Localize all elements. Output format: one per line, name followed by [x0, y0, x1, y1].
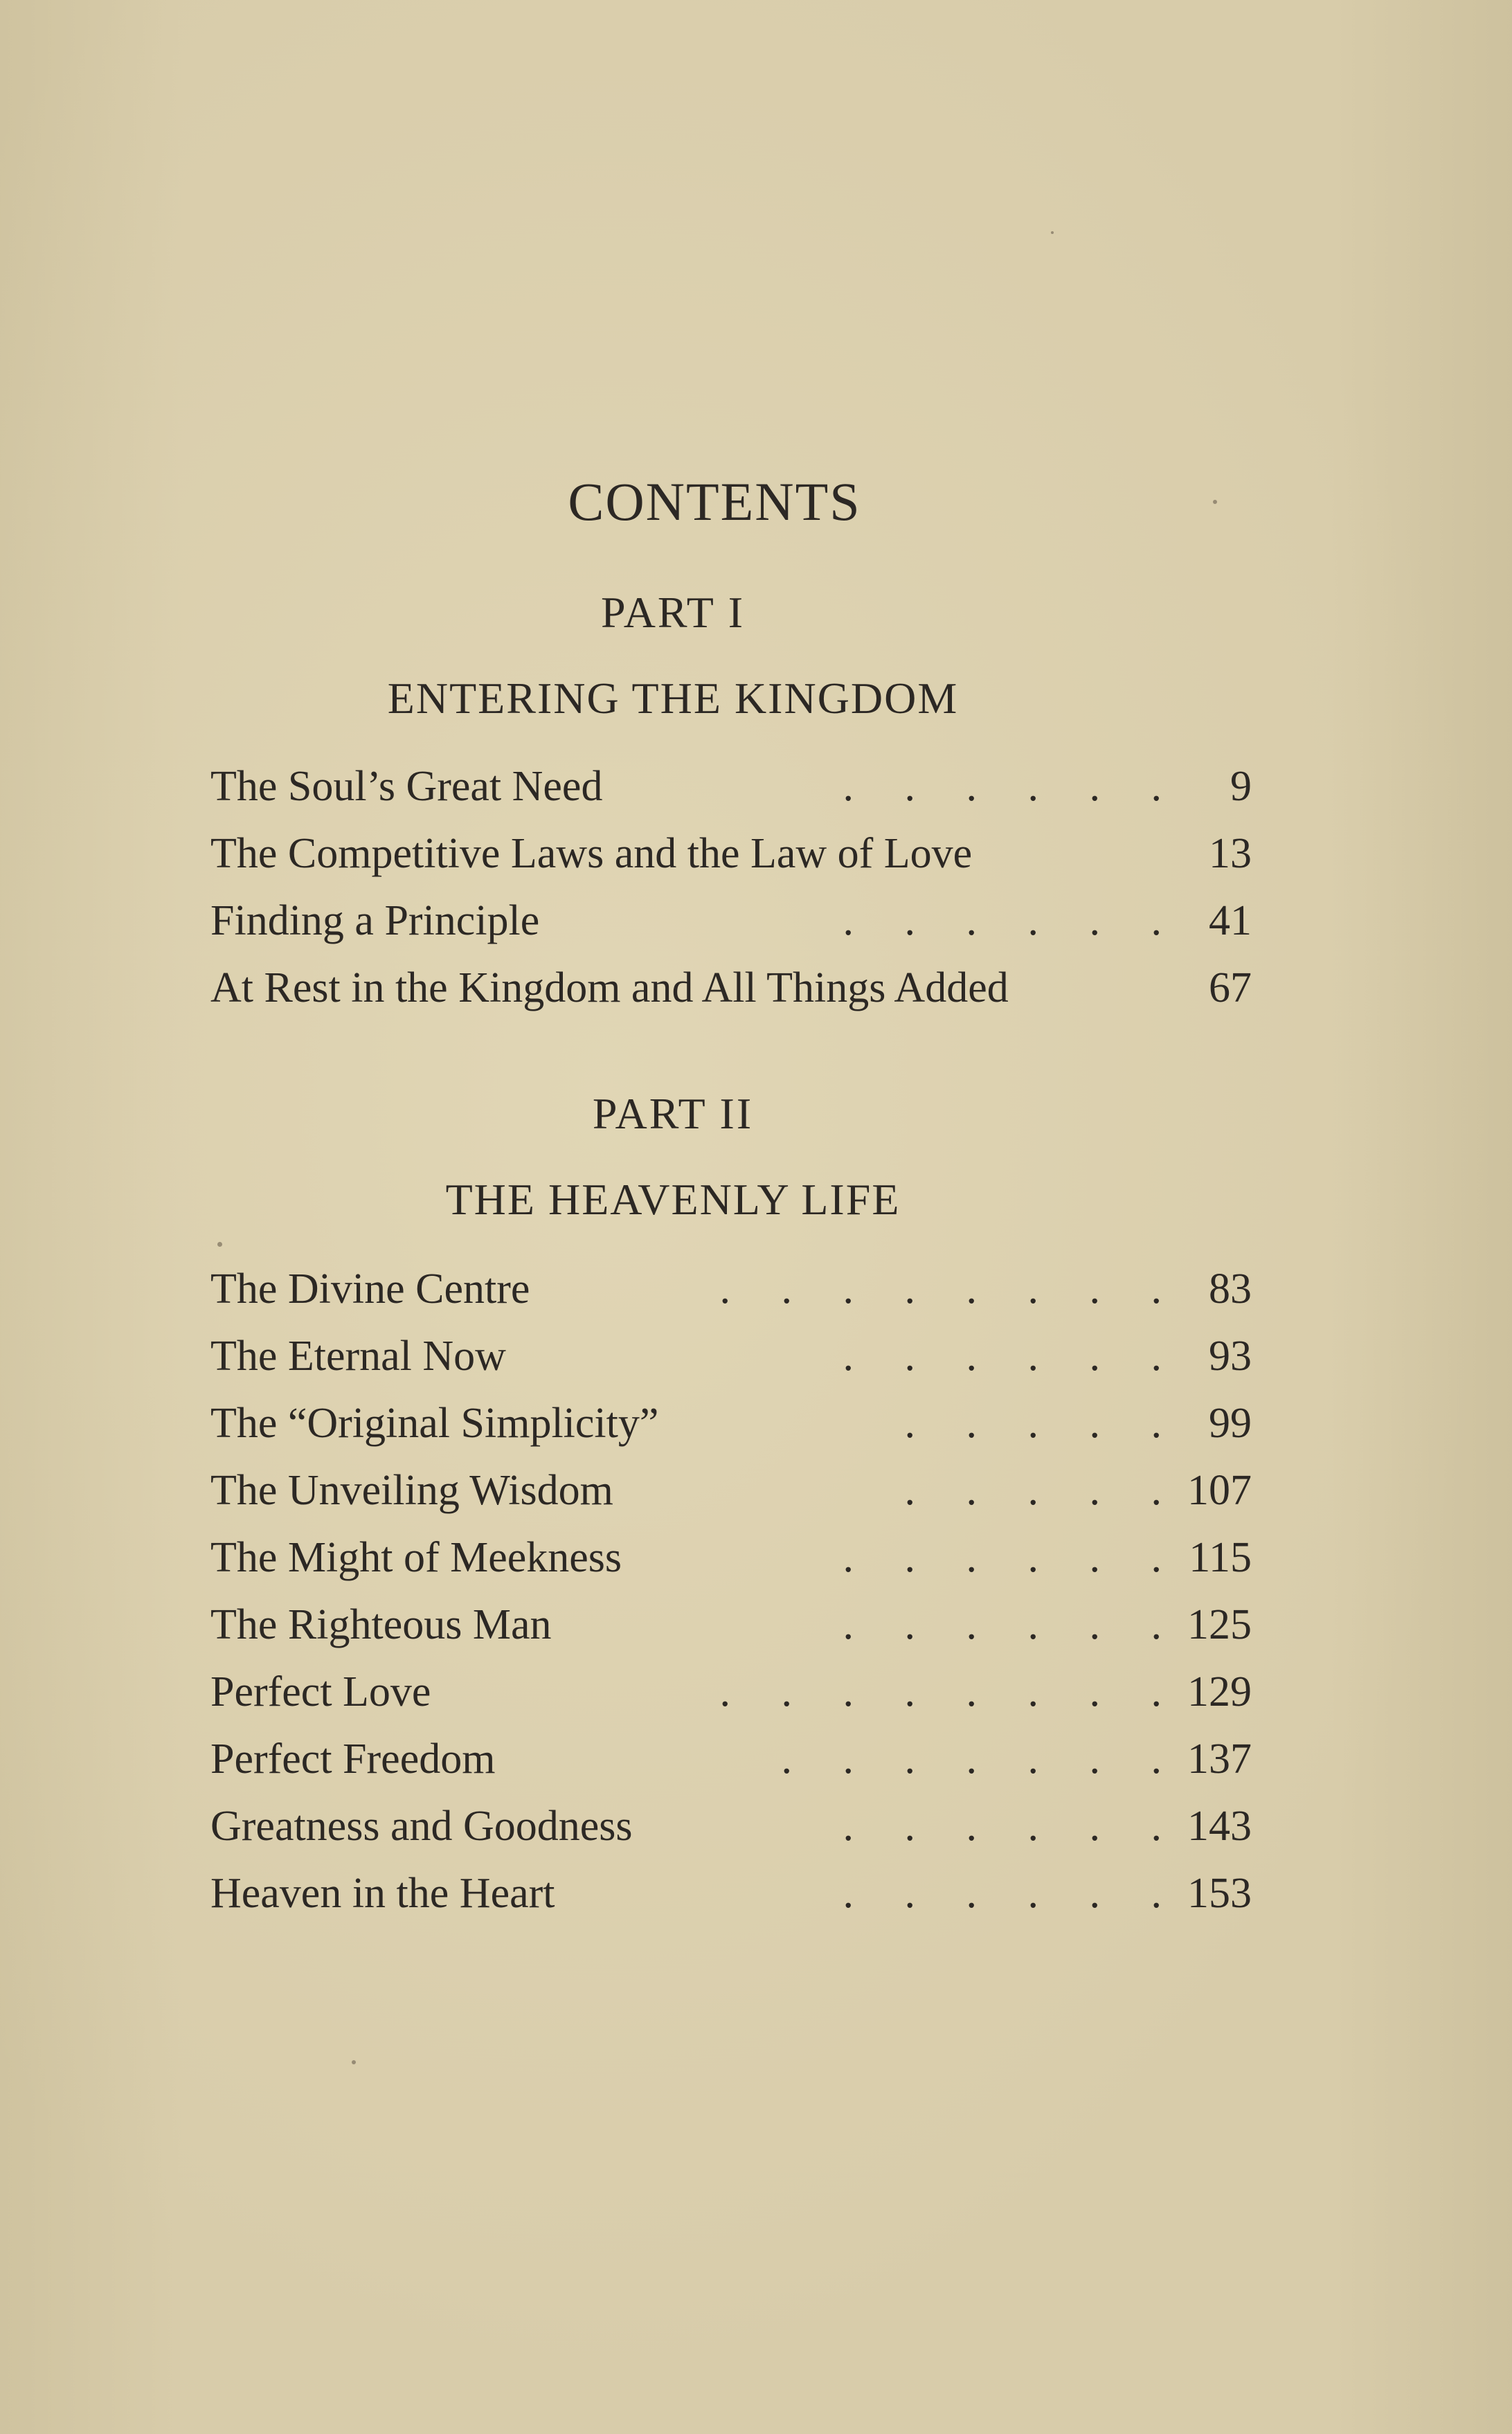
- toc-entry-page: 129: [1187, 1668, 1252, 1715]
- toc-entry-leader: . . . . .: [904, 1467, 1162, 1514]
- toc-entry[interactable]: [210, 1659, 1252, 1726]
- toc-entry-leader: . . . . . .: [843, 1870, 1162, 1917]
- toc-entry-leader: . . . . . .: [843, 1601, 1162, 1648]
- toc-entry-title: The Unveiling Wisdom: [210, 1467, 613, 1514]
- toc-entry-page: 125: [1187, 1601, 1252, 1648]
- toc-entry[interactable]: [210, 1256, 1252, 1323]
- part-2-entries: [210, 1256, 1252, 1927]
- toc-entry-page: 67: [1209, 964, 1252, 1011]
- toc-entry-page: 153: [1187, 1870, 1252, 1917]
- paper-speck: [1213, 500, 1217, 504]
- toc-entry-leader: . . . . . .: [843, 897, 1162, 944]
- toc-entry-title: The Competitive Laws and the Law of Love: [210, 830, 973, 877]
- toc-entry-page: 99: [1209, 1400, 1252, 1447]
- part-1-entries: [210, 753, 1252, 1022]
- toc-entry-title: The Eternal Now: [210, 1333, 506, 1380]
- toc-entry-page: 83: [1209, 1265, 1252, 1313]
- toc-entry-title: The Might of Meekness: [210, 1534, 622, 1581]
- toc-entry[interactable]: [210, 1457, 1252, 1524]
- toc-entry-page: 13: [1209, 830, 1252, 877]
- toc-entry-title: The Soul’s Great Need: [210, 763, 603, 810]
- toc-entry[interactable]: [210, 1323, 1252, 1390]
- toc-entry[interactable]: [210, 1524, 1252, 1592]
- toc-entry-title: The “Original Simplicity”: [210, 1400, 659, 1447]
- toc-entry-page: 143: [1187, 1803, 1252, 1850]
- part-2-label: PART II: [592, 1089, 754, 1138]
- toc-entry[interactable]: [210, 1390, 1252, 1457]
- toc-entry-title: Perfect Love: [210, 1668, 431, 1715]
- toc-entry-page: 107: [1187, 1467, 1252, 1514]
- toc-entry-title: Greatness and Goodness: [210, 1803, 633, 1850]
- toc-entry-leader: . . . . . .: [843, 1333, 1162, 1380]
- paper-speck: [1051, 231, 1054, 234]
- toc-entry[interactable]: [210, 1592, 1252, 1659]
- toc-entry-leader: . . . . . . . .: [719, 1668, 1162, 1715]
- part-2-title: THE HEAVENLY LIFE: [445, 1175, 901, 1224]
- toc-entry-leader: . . . . . . .: [781, 1736, 1162, 1783]
- toc-entry[interactable]: [210, 1860, 1252, 1927]
- part-1-title: ENTERING THE KINGDOM: [387, 674, 959, 723]
- toc-entry-leader: . . . . . . . .: [719, 1265, 1162, 1313]
- contents-title: CONTENTS: [568, 471, 861, 532]
- paper-speck: [217, 1242, 222, 1247]
- toc-entry-leader: . . . . .: [904, 1400, 1162, 1447]
- toc-entry-page: 137: [1187, 1736, 1252, 1783]
- part-1-label: PART I: [600, 588, 746, 637]
- toc-entry[interactable]: [210, 887, 1252, 955]
- toc-entry-title: The Righteous Man: [210, 1601, 552, 1648]
- toc-entry[interactable]: [210, 820, 1252, 887]
- toc-entry-page: 93: [1209, 1333, 1252, 1380]
- toc-entry-page: 115: [1189, 1534, 1252, 1581]
- toc-entry-title: The Divine Centre: [210, 1265, 530, 1313]
- toc-entry-leader: . . . . . .: [843, 1534, 1162, 1581]
- toc-entry[interactable]: [210, 955, 1252, 1022]
- toc-entry-title: Finding a Principle: [210, 897, 540, 944]
- toc-entry-leader: . . . . . .: [843, 1803, 1162, 1850]
- paper-speck: [352, 2060, 356, 2064]
- toc-entry-title: At Rest in the Kingdom and All Things Added: [210, 964, 1009, 1011]
- toc-entry-title: Perfect Freedom: [210, 1736, 496, 1783]
- toc-entry[interactable]: [210, 753, 1252, 820]
- toc-entry-title: Heaven in the Heart: [210, 1870, 555, 1917]
- toc-entry[interactable]: [210, 1726, 1252, 1793]
- toc-entry-page: 41: [1209, 897, 1252, 944]
- toc-entry[interactable]: [210, 1793, 1252, 1860]
- toc-entry-leader: . . . . . .: [843, 763, 1162, 810]
- toc-entry-page: 9: [1230, 763, 1252, 810]
